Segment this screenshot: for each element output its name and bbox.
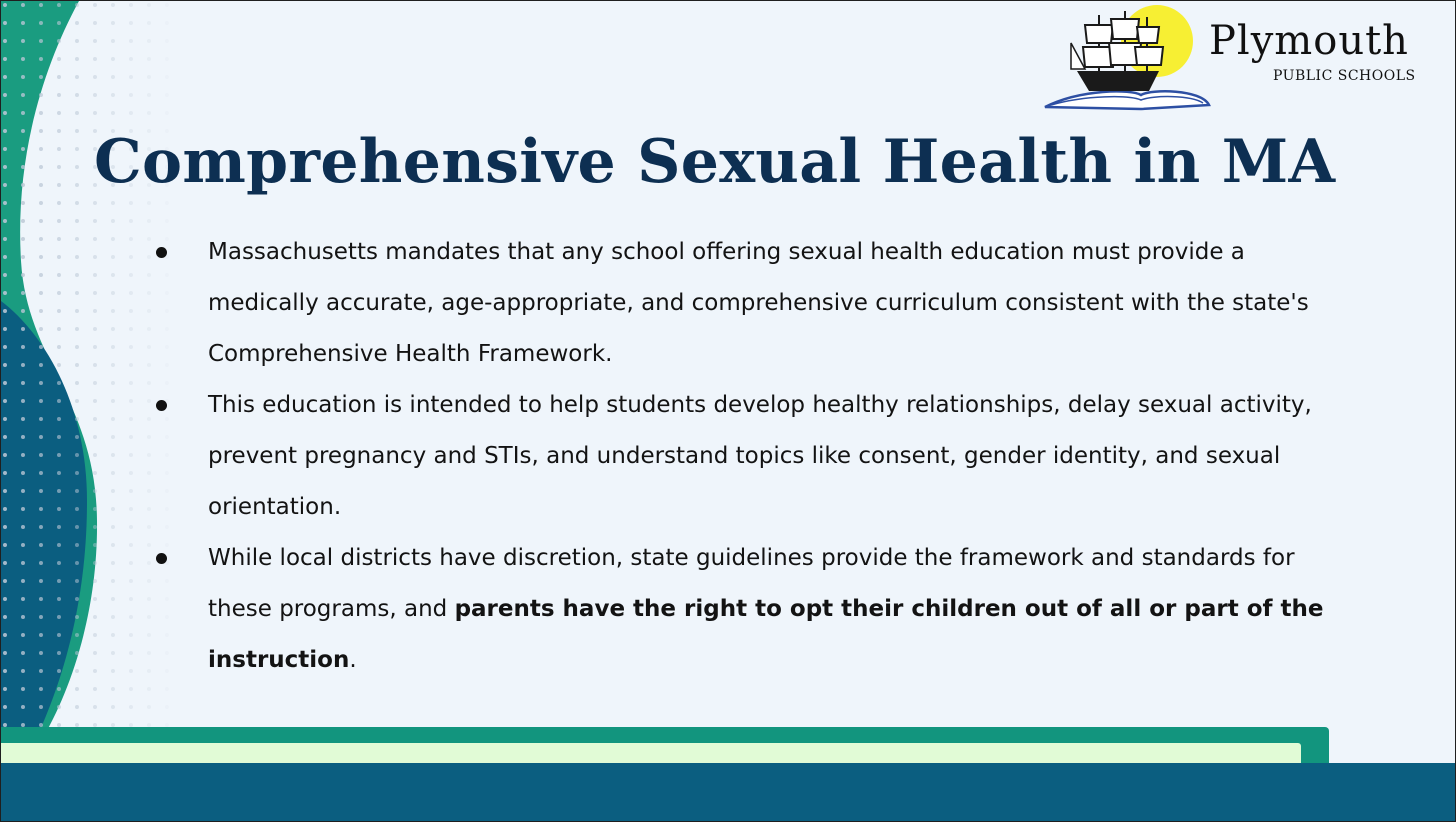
bullet-marker: [156, 400, 167, 411]
footer-navy-band: [1, 763, 1456, 822]
plymouth-public-schools-logo: [1041, 3, 1441, 113]
bullet-item-opt-out: [151, 533, 1351, 686]
logo-name: Plymouth: [1209, 18, 1409, 64]
bullet-text-after: .: [349, 647, 357, 673]
bullet-marker: [156, 553, 167, 564]
slide-title: Comprehensive Sexual Health in MA: [94, 127, 1336, 197]
bullet-text: [208, 545, 1323, 673]
ship-emblem-icon: [1041, 3, 1211, 113]
logo-subtitle: PUBLIC SCHOOLS: [1273, 68, 1416, 84]
bullet-item-mandate: [151, 227, 1351, 380]
bullet-list: [151, 227, 1351, 686]
bullet-text: Massachusetts mandates that any school offering sexual health education must provide a medically accurate, age-appropriate, and comprehensive curriculum consistent with the state's Comprehensive Health Framework.: [208, 239, 1309, 367]
bullet-item-purpose: [151, 380, 1351, 533]
bullet-text-bold: parents have the right to opt their children out of all or part of the instruction: [208, 596, 1324, 673]
bullet-text-before: While local districts have discretion, state guidelines provide the framework and standards for these programs, and: [208, 545, 1295, 622]
bullet-marker: [156, 247, 167, 258]
bullet-text: This education is intended to help students develop healthy relationships, delay sexual activity, prevent pregnancy and STIs, and understand topics like consent, gender identity, and sexual orientation.: [208, 392, 1312, 520]
